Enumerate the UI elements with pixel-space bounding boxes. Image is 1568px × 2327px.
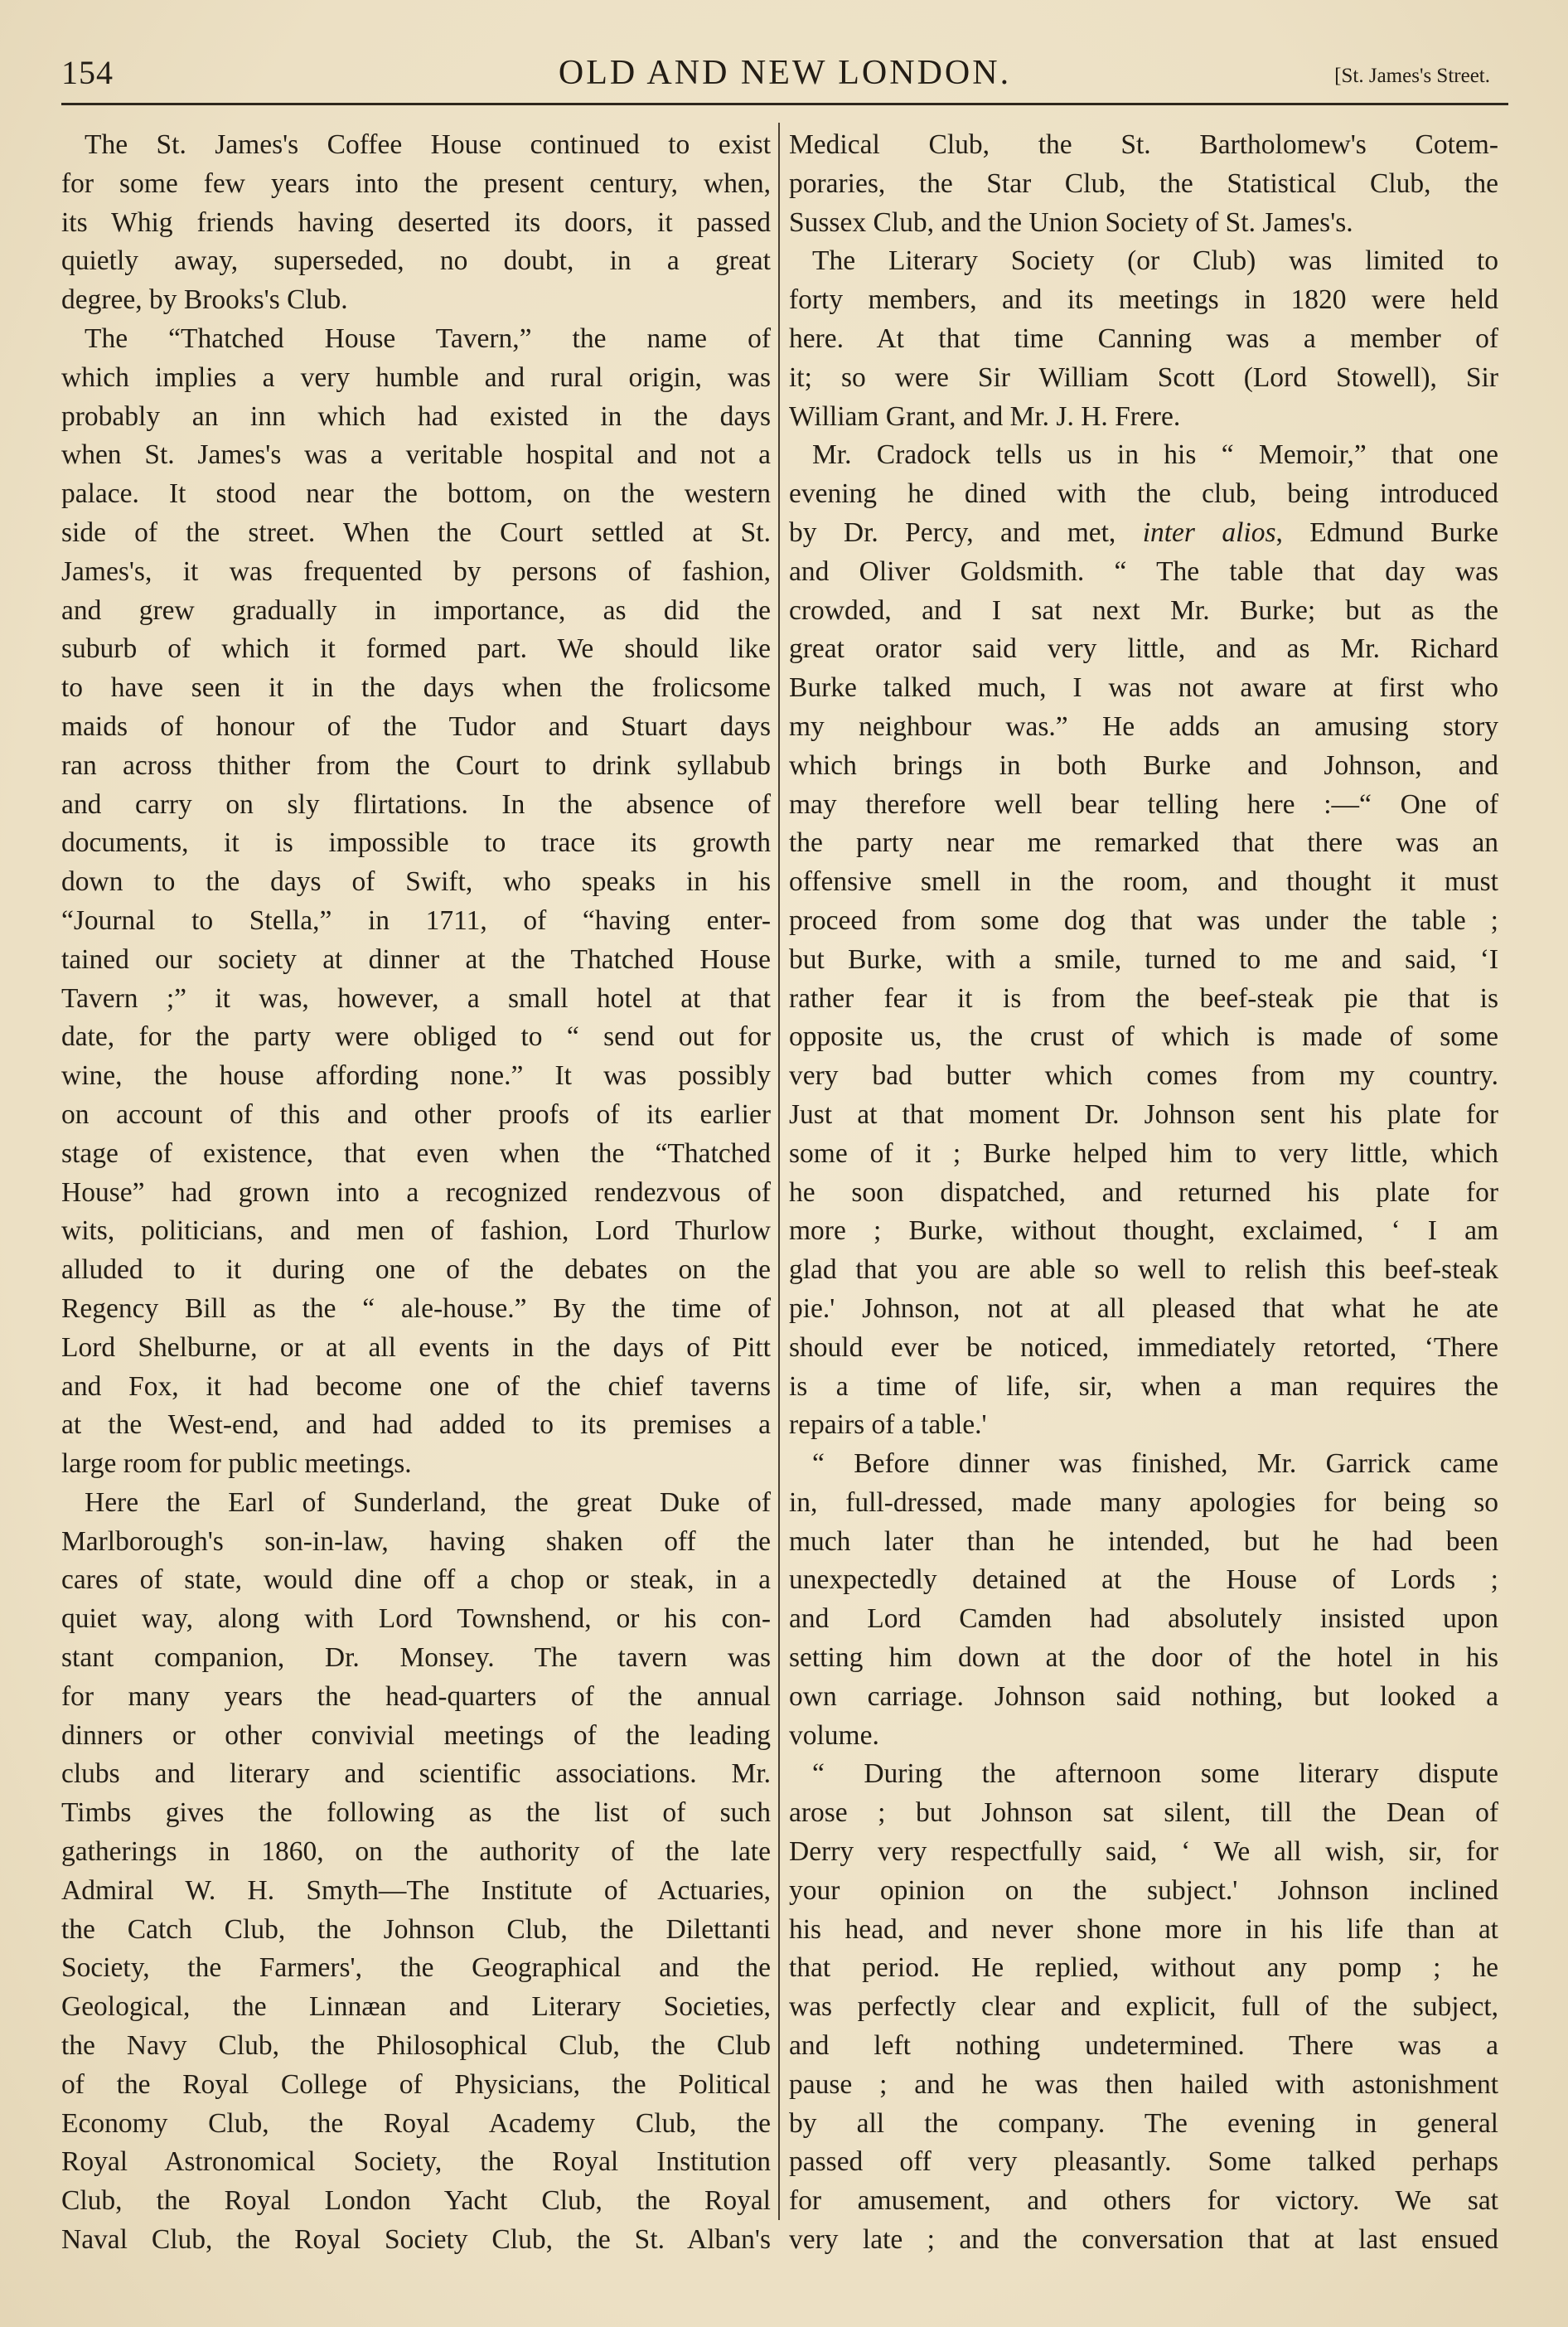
text-line: the party near me remarked that there was an <box>789 827 1498 859</box>
page-header <box>61 50 1508 103</box>
text-line: may therefore well bear telling here :—“ One of <box>789 788 1498 820</box>
text-line: Medical Club, the St. Bartholomew's Cotem- <box>789 129 1498 160</box>
text-line: Royal Astronomical Society, the Royal Institution <box>61 2146 771 2178</box>
text-line: tained our society at dinner at the Thatched House <box>61 943 771 975</box>
left-column <box>61 126 771 2260</box>
text-line: his head, and never shone more in his life than at <box>789 1913 1498 1945</box>
text-line: which brings in both Burke and Johnson, and <box>789 749 1498 781</box>
text-line: some of it ; Burke helped him to very little, which <box>789 1137 1498 1169</box>
text-line: dinners or other convivial meetings of the leading <box>61 1719 771 1751</box>
text-line: to have seen it in the days when the frolicsome <box>61 672 771 704</box>
text-line: volume. <box>789 1719 879 1751</box>
text-line: The Literary Society (or Club) was limited to <box>812 245 1498 277</box>
text-line: “ Before dinner was finished, Mr. Garrick came <box>812 1448 1498 1480</box>
text-line: your opinion on the subject.' Johnson inclined <box>789 1874 1498 1906</box>
text-line: Just at that moment Dr. Johnson sent his plate for <box>789 1098 1498 1130</box>
text-line: and left nothing undetermined. There was a <box>789 2030 1498 2062</box>
text-line: The St. James's Coffee House continued to exist <box>85 129 771 160</box>
text-line: that period. He replied, without any pomp ; he <box>789 1952 1498 1984</box>
text-line: rather fear it is from the beef-steak pie that is <box>789 982 1498 1014</box>
text-line: by Dr. Percy, and met, inter alios, Edmund Burke <box>789 516 1498 548</box>
text-line: gatherings in 1860, on the authority of the late <box>61 1836 771 1868</box>
text-line: for amusement, and others for victory. We sat <box>789 2185 1498 2217</box>
text-line: poraries, the Star Club, the Statistical Club, the <box>789 167 1498 199</box>
text-line: by all the company. The evening in general <box>789 2107 1498 2139</box>
text-line: its Whig friends having deserted its doors, it passed <box>61 206 771 238</box>
text-line: it; so were Sir William Scott (Lord Stowell), Sir <box>789 361 1498 393</box>
text-line: more ; Burke, without thought, exclaimed, ‘ I am <box>789 1215 1498 1247</box>
text-line: degree, by Brooks's Club. <box>61 284 348 316</box>
text-line: crowded, and I sat next Mr. Burke; but as the <box>789 594 1498 626</box>
text-line: unexpectedly detained at the House of Lords ; <box>789 1564 1498 1596</box>
text-line: maids of honour of the Tudor and Stuart days <box>61 710 771 742</box>
text-line: William Grant, and Mr. J. H. Frere. <box>789 400 1181 432</box>
text-line: clubs and literary and scientific associations. Mr. <box>61 1758 771 1790</box>
text-line: Club, the Royal London Yacht Club, the Royal <box>61 2185 771 2217</box>
italic-phrase: inter alios <box>1142 516 1276 548</box>
text-line: opposite us, the crust of which is made of some <box>789 1021 1498 1053</box>
text-line: date, for the party were obliged to “ send out for <box>61 1021 771 1053</box>
text-line: ran across thither from the Court to drink syllabub <box>61 749 771 781</box>
right-column <box>789 126 1498 2260</box>
text-line: Sussex Club, and the Union Society of St. James's. <box>789 206 1353 238</box>
text-line: stage of existence, that even when the “Thatched <box>61 1137 771 1169</box>
text-line: forty members, and its meetings in 1820 were held <box>789 284 1498 316</box>
text-line: Burke talked much, I was not aware at first who <box>789 672 1498 704</box>
text-line: on account of this and other proofs of its earlier <box>61 1098 771 1130</box>
text-line: alluded to it during one of the debates on the <box>61 1254 771 1286</box>
text-line: Mr. Cradock tells us in his “ Memoir,” that one <box>812 439 1498 471</box>
text-line: Naval Club, the Royal Society Club, the St. Alban's <box>61 2224 771 2256</box>
column-divider <box>778 123 780 2220</box>
text-line: setting him down at the door of the hotel in his <box>789 1642 1498 1674</box>
text-line: and Fox, it had become one of the chief taverns <box>61 1370 771 1402</box>
text-line: very late ; and the conversation that at last ensued <box>789 2224 1498 2256</box>
text-line: “ During the afternoon some literary dispute <box>812 1758 1498 1790</box>
text-line: and grew gradually in importance, as did the <box>61 594 771 626</box>
text-line: proceed from some dog that was under the table ; <box>789 904 1498 936</box>
header-rule <box>61 103 1508 105</box>
text-line: Timbs gives the following as the list of such <box>61 1797 771 1829</box>
text-line: great orator said very little, and as Mr. Richard <box>789 633 1498 665</box>
text-line: when St. James's was a veritable hospital and not a <box>61 439 771 471</box>
text-line: probably an inn which had existed in the days <box>61 400 771 432</box>
text-line: was perfectly clear and explicit, full of the subject, <box>789 1991 1498 2023</box>
text-line: suburb of which it formed part. We should like <box>61 633 771 665</box>
text-line: and Lord Camden had absolutely insisted upon <box>789 1603 1498 1635</box>
text-line: but Burke, with a smile, turned to me and said, ‘I <box>789 943 1498 975</box>
text-line: for many years the head-quarters of the annual <box>61 1680 771 1712</box>
text-line: and carry on sly flirtations. In the absence of <box>61 788 771 820</box>
text-line: “Journal to Stella,” in 1711, of “having enter- <box>61 904 771 936</box>
page-number: 154 <box>61 54 114 91</box>
text-line: which implies a very humble and rural origin, was <box>61 361 771 393</box>
text-line: Economy Club, the Royal Academy Club, the <box>61 2107 771 2139</box>
text-line: Derry very respectfully said, ‘ We all wish, sir, for <box>789 1836 1498 1868</box>
text-line: arose ; but Johnson sat silent, till the Dean of <box>789 1797 1498 1829</box>
text-line: much later than he intended, but he had been <box>789 1525 1498 1557</box>
text-line: House” had grown into a recognized rendezvous of <box>61 1176 771 1208</box>
text-line: James's, it was frequented by persons of fashion, <box>61 555 771 587</box>
text-line: evening he dined with the club, being introduced <box>789 478 1498 510</box>
text-line: repairs of a table.' <box>789 1409 987 1441</box>
text-line: Society, the Farmers', the Geographical and the <box>61 1952 771 1984</box>
text-line: in, full-dressed, made many apologies for being so <box>789 1486 1498 1518</box>
text-line: here. At that time Canning was a member of <box>789 322 1498 354</box>
text-line: large room for public meetings. <box>61 1448 412 1480</box>
section-label: [St. James's Street. <box>1334 65 1490 87</box>
text-line: of the Royal College of Physicians, the Political <box>61 2068 771 2100</box>
text-line: and Oliver Goldsmith. “ The table that day was <box>789 555 1498 587</box>
text-line: quiet way, along with Lord Townshend, or his con- <box>61 1603 771 1635</box>
text-line: very bad butter which comes from my country. <box>789 1060 1498 1092</box>
text-line: should ever be noticed, immediately retorted, ‘There <box>789 1331 1498 1363</box>
text-line: The “Thatched House Tavern,” the name of <box>85 322 771 354</box>
text-line: wits, politicians, and men of fashion, Lord Thurlow <box>61 1215 771 1247</box>
text-line: Lord Shelburne, or at all events in the days of Pitt <box>61 1331 771 1363</box>
text-line: the Catch Club, the Johnson Club, the Dilettanti <box>61 1913 771 1945</box>
text-line: documents, it is impossible to trace its growth <box>61 827 771 859</box>
text-line: Tavern ;” it was, however, a small hotel at that <box>61 982 771 1014</box>
text-line: my neighbour was.” He adds an amusing story <box>789 710 1498 742</box>
text-line: offensive smell in the room, and thought it must <box>789 866 1498 898</box>
text-line: Here the Earl of Sunderland, the great Duke of <box>85 1486 771 1518</box>
text-line: wine, the house affording none.” It was possibly <box>61 1060 771 1092</box>
text-line: Marlborough's son-in-law, having shaken off the <box>61 1525 771 1557</box>
text-line: pie.' Johnson, not at all pleased that what he ate <box>789 1292 1498 1324</box>
text-line: side of the street. When the Court settled at St. <box>61 516 771 548</box>
text-line: down to the days of Swift, who speaks in his <box>61 866 771 898</box>
running-title: OLD AND NEW LONDON. <box>558 54 1012 92</box>
text-line: pause ; and he was then hailed with astonishment <box>789 2068 1498 2100</box>
text-line: glad that you are able so well to relish this beef-steak <box>789 1254 1498 1286</box>
text-line: Regency Bill as the “ ale-house.” By the time of <box>61 1292 771 1324</box>
text-line: quietly away, superseded, no doubt, in a great <box>61 245 771 277</box>
text-line: stant companion, Dr. Monsey. The tavern was <box>61 1642 771 1674</box>
text-line: at the West-end, and had added to its premises a <box>61 1409 771 1441</box>
text-line: cares of state, would dine off a chop or steak, in a <box>61 1564 771 1596</box>
text-line: the Navy Club, the Philosophical Club, the Club <box>61 2030 771 2062</box>
text-line: he soon dispatched, and returned his plate for <box>789 1176 1498 1208</box>
text-line: Admiral W. H. Smyth—The Institute of Actuaries, <box>61 1874 771 1906</box>
text-line: is a time of life, sir, when a man requires the <box>789 1370 1498 1402</box>
text-line: passed off very pleasantly. Some talked perhaps <box>789 2146 1498 2178</box>
text-line: Geological, the Linnæan and Literary Societies, <box>61 1991 771 2023</box>
text-line: own carriage. Johnson said nothing, but looked a <box>789 1680 1498 1712</box>
text-line: for some few years into the present century, when, <box>61 167 771 199</box>
text-line: palace. It stood near the bottom, on the western <box>61 478 771 510</box>
